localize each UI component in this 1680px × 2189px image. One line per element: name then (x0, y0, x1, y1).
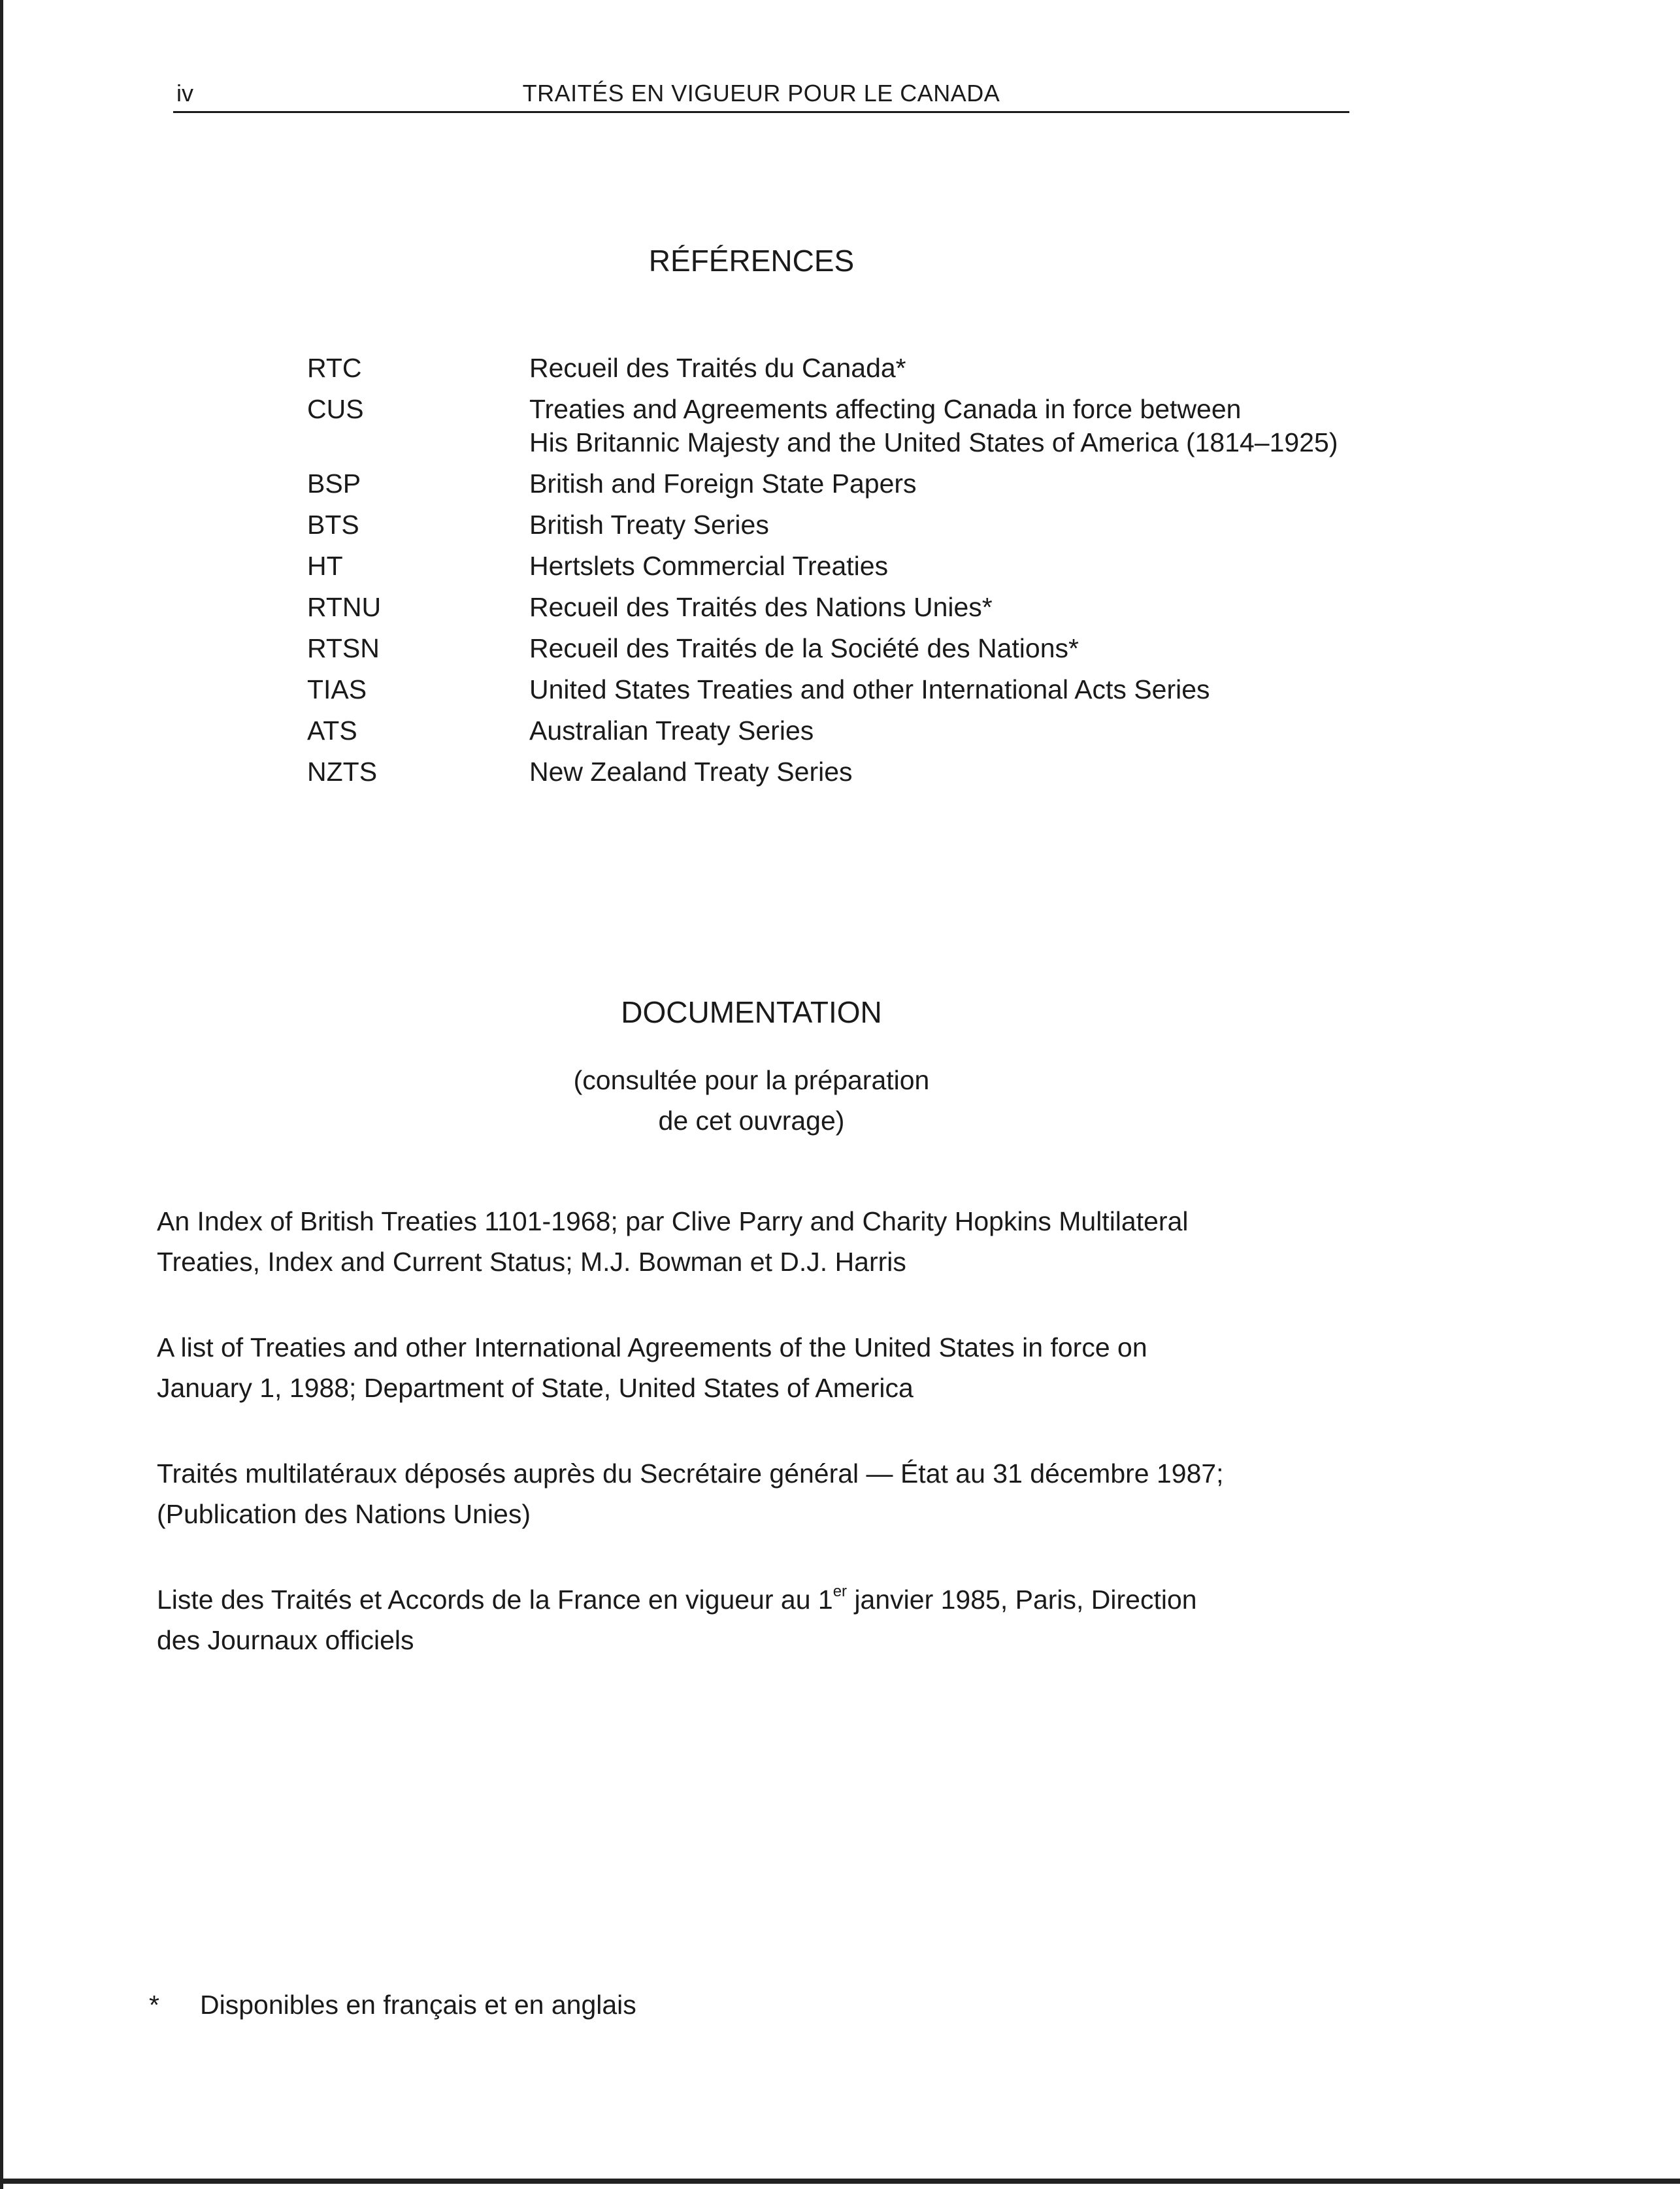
reference-abbreviation: RTC (307, 353, 362, 383)
documentation-subtitle-line2: de cet ouvrage) (658, 1106, 845, 1136)
reference-description (529, 508, 1549, 542)
reference-description-line: British and Foreign State Papers (529, 469, 917, 499)
reference-description-line: Treaties and Agreements affecting Canada in force between (529, 394, 1242, 424)
bibliography-line: Treaties, Index and Current Status; M.J. Bowman et D.J. Harris (157, 1247, 906, 1277)
running-header (173, 73, 1349, 113)
entry-text: Liste des Traités et Accords de la France en vigueur au 1 (157, 1585, 833, 1615)
reference-row (307, 467, 1549, 501)
bibliography-entry (157, 1579, 1398, 1660)
reference-description (529, 632, 1549, 665)
bibliography-line (157, 1579, 1398, 1620)
bibliography-line: An Index of British Treaties 1101-1968; par Clive Parry and Charity Hopkins Multilateral (157, 1206, 1189, 1236)
references-title: RÉFÉRENCES (648, 244, 855, 278)
reference-description (529, 673, 1549, 706)
bibliography-line: January 1, 1988; Department of State, United States of America (157, 1373, 914, 1403)
bibliography-line: Traités multilatéraux déposés auprès du Secrétaire général — État au 31 décembre 1987; (157, 1458, 1224, 1489)
bibliography-entry (157, 1453, 1398, 1534)
reference-description-line: New Zealand Treaty Series (529, 757, 853, 787)
bibliography-entries (157, 1201, 1398, 1534)
footnote-text: Disponibles en français et en anglais (200, 1990, 636, 2020)
reference-row (307, 508, 1549, 542)
reference-description-line: His Britannic Majesty and the United States of America (1814–1925) (529, 427, 1338, 457)
reference-description-line: Recueil des Traités des Nations Unies* (529, 592, 993, 622)
reference-description-line: British Treaty Series (529, 510, 769, 540)
reference-description (529, 591, 1549, 624)
reference-row (307, 714, 1549, 748)
reference-abbreviation: CUS (307, 394, 364, 424)
reference-description-line: Hertslets Commercial Treaties (529, 551, 889, 581)
reference-abbreviation: HT (307, 551, 343, 581)
reference-row (307, 632, 1549, 665)
bibliography-entry (157, 1201, 1398, 1282)
reference-description-line: Recueil des Traités du Canada* (529, 353, 906, 383)
reference-description-line: United States Treaties and other International Acts Series (529, 674, 1210, 704)
reference-description (529, 550, 1549, 583)
reference-row (307, 393, 1549, 459)
reference-row (307, 352, 1549, 385)
reference-abbreviation: ATS (307, 716, 357, 746)
reference-abbreviation: TIAS (307, 674, 367, 704)
documentation-subtitle-line1: (consultée pour la préparation (573, 1065, 930, 1095)
entry-text: janvier 1985, Paris, Direction (847, 1585, 1197, 1615)
bibliography-line: des Journaux officiels (157, 1625, 414, 1655)
reference-abbreviation: RTNU (307, 592, 382, 622)
bibliography-line: A list of Treaties and other International Agreements of the United States in force on (157, 1332, 1147, 1362)
reference-description (529, 393, 1549, 459)
page-number: iv (176, 80, 193, 107)
reference-description-line: Recueil des Traités de la Société des Nations* (529, 633, 1079, 663)
documentation-subtitle (0, 1060, 1503, 1141)
documentation-title: DOCUMENTATION (621, 995, 882, 1029)
reference-abbreviation: NZTS (307, 757, 378, 787)
footnote-asterisk: * (149, 1990, 159, 2020)
footnote (149, 1990, 636, 2020)
scan-bottom-edge (0, 2179, 1680, 2184)
reference-description (529, 352, 1549, 385)
reference-abbreviation: RTSN (307, 633, 380, 663)
reference-description (529, 755, 1549, 789)
reference-row (307, 755, 1549, 789)
bibliography-entry (157, 1327, 1398, 1408)
reference-description (529, 714, 1549, 748)
header-title: TRAITÉS EN VIGUEUR POUR LE CANADA (522, 80, 1000, 107)
reference-description (529, 467, 1549, 501)
bibliography-line: (Publication des Nations Unies) (157, 1499, 531, 1529)
reference-row (307, 550, 1549, 583)
bibliography (157, 1201, 1398, 1705)
reference-row (307, 591, 1549, 624)
reference-abbreviation: BTS (307, 510, 359, 540)
references-list (307, 352, 1549, 797)
reference-description-line: Australian Treaty Series (529, 716, 814, 746)
ordinal-superscript: er (832, 1583, 848, 1601)
reference-row (307, 673, 1549, 706)
reference-abbreviation: BSP (307, 469, 361, 499)
